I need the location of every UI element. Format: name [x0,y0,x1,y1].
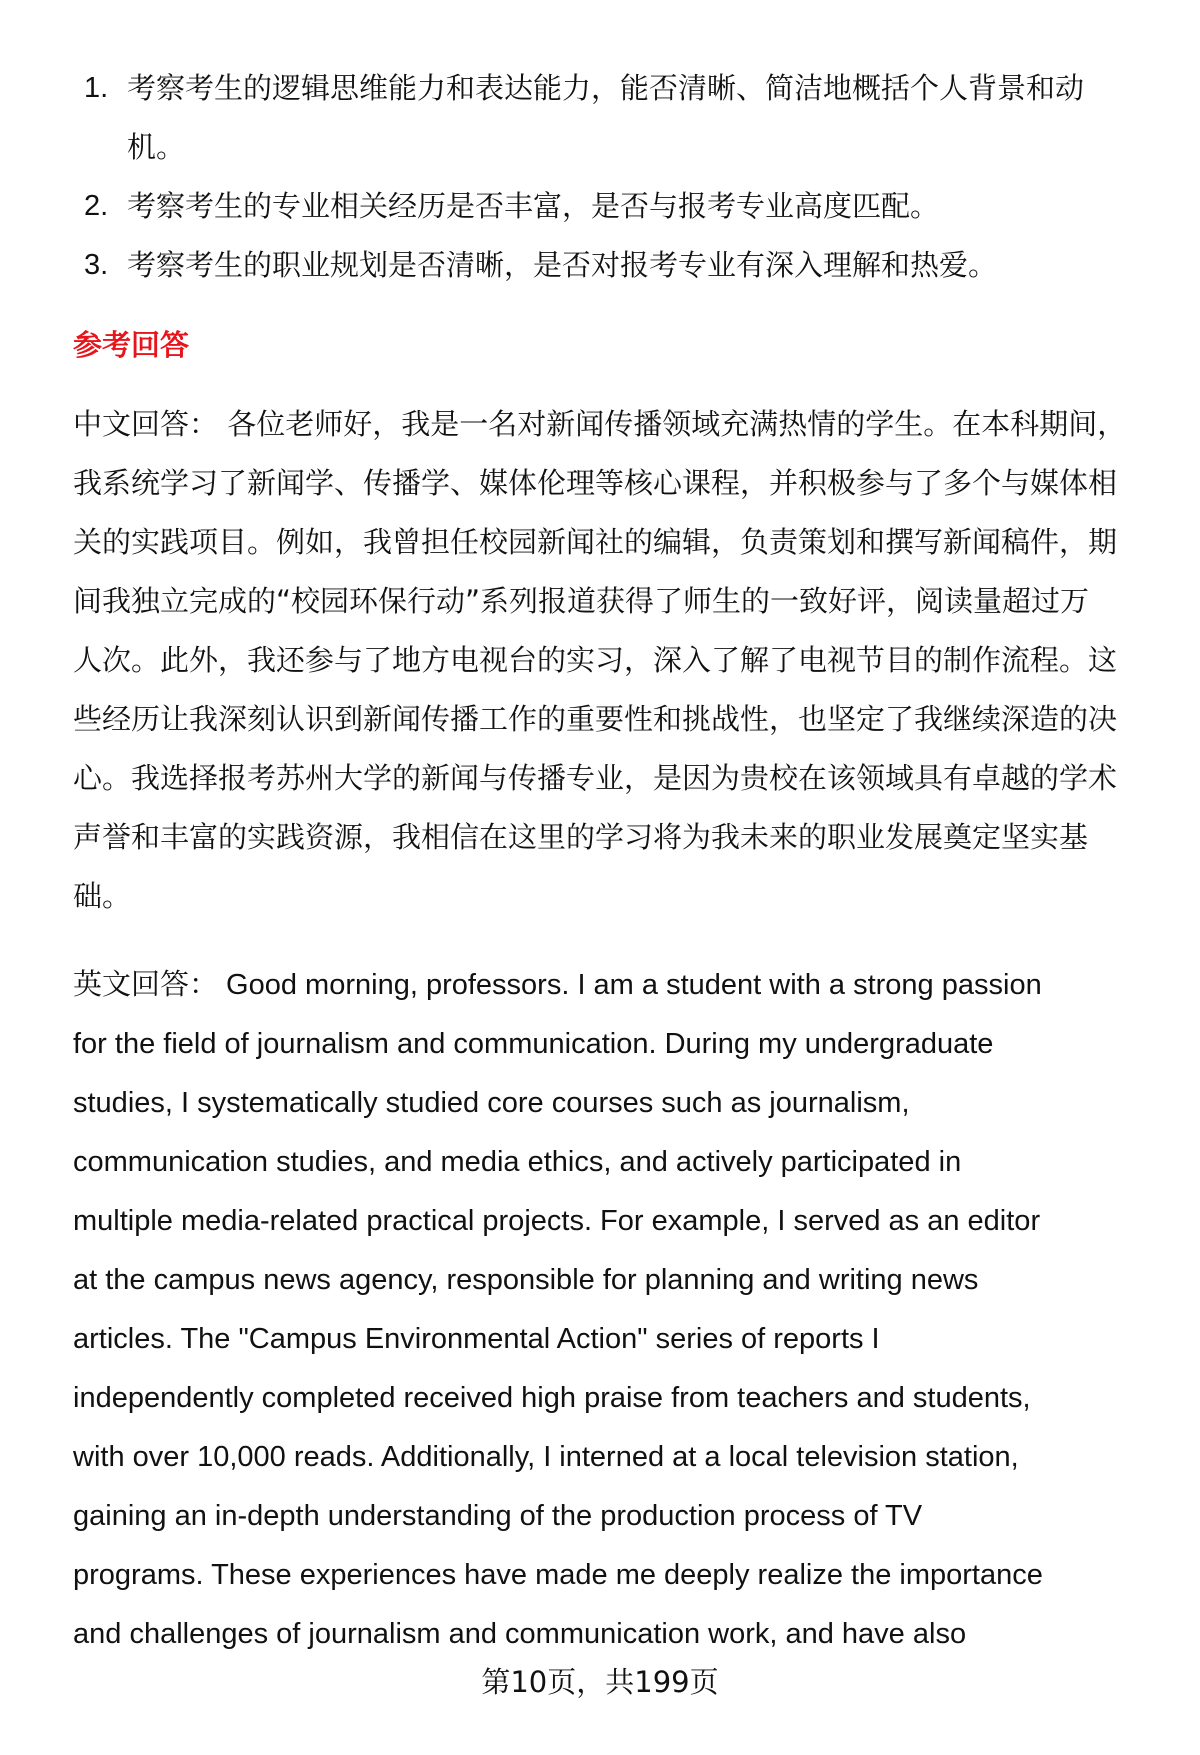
paragraph-line: 人次。此外，我还参与了地方电视台的实习，深入了解了电视节目的制作流程。这 [73,643,1118,677]
paragraph-line: 关的实践项目。例如，我曾担任校园新闻社的编辑，负责策划和撰写新闻稿件，期 [73,525,1118,559]
paragraph-line: at the campus news agency, responsible for planning and writing news [73,1264,979,1296]
paragraph-line: 础。 [73,879,132,913]
paragraph-line: with over 10,000 reads. Additionally, I interned at a local television station, [73,1441,1019,1473]
paragraph-line: 间我独立完成的“校园环保行动”系列报道获得了师生的一致好评，阅读量超过万 [73,584,1090,618]
list-number: 3. [84,249,109,281]
paragraph-line: 声誉和丰富的实践资源，我相信在这里的学习将为我未来的职业发展奠定坚实基 [73,820,1089,854]
list-item-text: 考察考生的逻辑思维能力和表达能力，能否清晰、简洁地概括个人背景和动 [127,71,1085,105]
paragraph-line: 英文回答： Good morning, professors. I am a student with a strong passion [73,969,1042,1001]
paragraph-line: for the field of journalism and communication. During my undergraduate [73,1028,994,1060]
paragraph-line: gaining an in-depth understanding of the production process of TV [73,1500,923,1532]
paragraph-line: and challenges of journalism and communication work, and have also [73,1618,967,1650]
paragraph-line: studies, I systematically studied core courses such as journalism, [73,1087,910,1119]
list-item-text: 考察考生的职业规划是否清晰，是否对报考专业有深入理解和热爱。 [127,248,998,282]
page-number: 第10页，共199页 [481,1665,719,1699]
paragraph-line: multiple media-related practical projects. For example, I served as an editor [73,1205,1041,1237]
paragraph-line: independently completed received high praise from teachers and students, [73,1382,1031,1414]
section-heading: 参考回答 [73,328,190,362]
list-number: 1. [84,72,109,104]
paragraph-line: 我系统学习了新闻学、传播学、媒体伦理等核心课程，并积极参与了多个与媒体相 [73,466,1118,500]
paragraph-line: 些经历让我深刻认识到新闻传播工作的重要性和挑战性，也坚定了我继续深造的决 [73,702,1118,736]
paragraph-line: 中文回答： 各位老师好，我是一名对新闻传播领域充满热情的学生。在本科期间， [73,407,1127,441]
list-number: 2. [84,190,109,222]
list-item-text: 机。 [127,130,186,164]
paragraph-line: communication studies, and media ethics, and actively participated in [73,1146,962,1178]
paragraph-line: articles. The "Campus Environmental Action" series of reports I [73,1323,880,1355]
list-item-text: 考察考生的专业相关经历是否丰富，是否与报考专业高度匹配。 [127,189,940,223]
paragraph-line: programs. These experiences have made me deeply realize the importance [73,1559,1043,1591]
paragraph-line: 心。我选择报考苏州大学的新闻与传播专业，是因为贵校在该领域具有卓越的学术 [73,761,1118,795]
